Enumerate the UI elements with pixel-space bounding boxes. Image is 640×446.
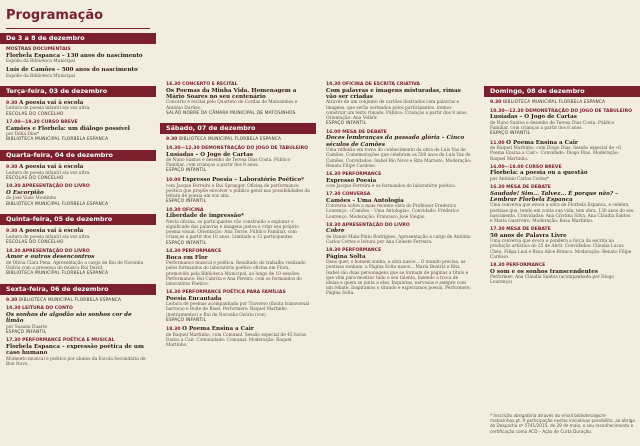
event-kind: PERFORMANCE bbox=[342, 172, 382, 178]
event-time: 16.30 bbox=[326, 172, 343, 178]
event bbox=[0, 249, 156, 280]
event-details: por António Carlos Cortez* bbox=[490, 176, 550, 182]
event-time: 9.30 bbox=[6, 297, 19, 303]
event bbox=[0, 228, 156, 248]
event-time: 10.30 bbox=[6, 184, 23, 190]
event bbox=[160, 208, 316, 249]
event-kind: APRESENTAÇÃO DO LIVRO bbox=[22, 248, 90, 254]
day-header: Domingo, 08 de dezembro bbox=[484, 86, 640, 97]
day-header: Quarta-feira, 04 de dezembro bbox=[0, 150, 156, 161]
event-kind: MESA DE DEBATE bbox=[506, 185, 551, 190]
event-title: Doces lembranças da passada glória – Cinco séculos de Camões bbox=[326, 135, 465, 148]
event-place: ESPAÇO INFANTIL bbox=[490, 131, 531, 136]
event-title: Expresso Poesia – Laboratório Poético* bbox=[182, 177, 305, 183]
event-place: ESPAÇO INFANTIL bbox=[166, 240, 207, 246]
event-title: A poesia vai à escola bbox=[18, 228, 84, 235]
event-details: Leitura de poesia infantil e/a vez ultra. bbox=[6, 170, 91, 176]
event-time: 16.30 bbox=[166, 290, 183, 296]
event-details: de Nuno Santos e desenho de Teresa Dias Costa. Público Familiar, com crianças a partir dos 8 anos. bbox=[490, 120, 615, 131]
event-details: Espólio da Biblioteca Municipal bbox=[6, 59, 76, 64]
event-title: O Poema Ensina a Cair bbox=[182, 326, 254, 333]
day-header: Quinta-feira, 05 de dezembro bbox=[0, 214, 156, 225]
event-place: SALÃO NOBRE DA CÂMARA MUNICIPAL DE MATOSINHOS bbox=[166, 110, 296, 116]
event-place: ESPAÇO INFANTIL bbox=[166, 168, 207, 174]
event-place: BIBLIOTECA MUNICIPAL FLORBELA ESPANCA bbox=[6, 137, 109, 143]
event-place: ESPAÇO INFANTIL bbox=[326, 121, 367, 127]
event-details: de Raquel Martinho, com Diogo Dias. Sessão especial de «O Poema Ensina a Cair». Convidado: Diogo Dias. Moderação: Raquel Martinho. bbox=[490, 146, 622, 162]
event-title: Liberdade de impressão* bbox=[166, 213, 244, 220]
event-time: 17.00—19.30 bbox=[6, 120, 42, 126]
event-details: Performer: Ana Cláudia Santos (acompanhada por Diogo Lourenço) bbox=[490, 275, 614, 286]
event-title: O Poema Ensina a Cair bbox=[506, 139, 578, 146]
day-header: Terça-feira, 03 de dezembro bbox=[0, 86, 156, 97]
event-kind: PERFORMANCE POÉTICA E MUSICAL bbox=[22, 338, 115, 344]
event-details: de Nuno Santos e desenho de Teresa Dias Costa. Público Familiar, com crianças a partir dos 8 anos. bbox=[166, 158, 291, 169]
event-details: de Olívia Clara Pena. Apresentação a cargo de Rui de Noronha Ozório com a presença do músico Rui David. bbox=[6, 260, 144, 271]
event-time: 17.30 bbox=[6, 338, 23, 344]
event-title: Amor e outros desencontros bbox=[6, 254, 95, 261]
event-details: por Susana Duarte bbox=[6, 324, 48, 330]
event bbox=[0, 184, 156, 210]
event bbox=[484, 165, 640, 185]
event bbox=[320, 82, 478, 130]
day-header: De 3 a 8 de dezembro bbox=[0, 33, 156, 44]
event-kind: MESA DE DEBATE bbox=[342, 129, 387, 135]
event-title: Saudade! Sim... Talvez... É porque não? – Lembrar Florbela Espanca bbox=[490, 190, 618, 203]
event bbox=[0, 298, 156, 307]
event-place: BIBLIOTECA MUNICIPAL FLORBELA ESPANCA bbox=[6, 201, 109, 207]
event-time: 10.30—12.30 bbox=[166, 146, 202, 151]
event-title: Lusíadas – O Jogo de Cartas bbox=[490, 114, 577, 121]
event-kind: LEITURA DO CONTO bbox=[22, 306, 73, 312]
event-title: Florbela: a poesia ou a questão bbox=[490, 170, 588, 177]
event-place: BIBLIOTECA MUNICIPAL FLORBELA ESPANCA bbox=[18, 297, 122, 303]
event-place: BIBLIOTECA MUNICIPAL FLORBELA ESPANCA bbox=[6, 270, 109, 276]
event bbox=[160, 249, 316, 290]
event bbox=[320, 192, 478, 223]
event bbox=[160, 82, 316, 119]
event-title: Luís de Camões – 500 anos do nascimento bbox=[6, 67, 138, 74]
event-details: Uma reflexão em torno do conhecimento da obra de Luís Vaz de Camões. Comemorações que celebram os 500 anos de Luís Vaz de Camões. Convidados: Isabel Rio Novo e Rita Marnoto. Moderação: Renato Filipe Cardoso. bbox=[326, 148, 472, 169]
event bbox=[484, 227, 640, 263]
event bbox=[320, 172, 478, 192]
event bbox=[160, 290, 316, 326]
event-kind: MOSTRAS DOCUMENTAIS bbox=[6, 47, 71, 52]
event-title: 50 anos de Palavra Livre bbox=[490, 232, 567, 239]
event-time: 16.00 bbox=[326, 129, 343, 135]
event-title: O som e os sonhos transcendentes bbox=[490, 268, 598, 275]
event-details: Momento musical e poético por alunos da Escola Secundária de Bon Novo. bbox=[6, 356, 146, 367]
event-title: Camões – Uma Antologia bbox=[326, 197, 404, 204]
event bbox=[0, 67, 156, 82]
event-title: Lusíadas – O Jogo de Cartas bbox=[166, 151, 253, 158]
event-details: Uma conversa que evoca e pondera a força da escrita na produção artística do 25 de Abril. Convidadas: Cláudia Lucas Chéu, Filipa Leal e Rosa Alice Branco. Moderação: Renato Filipe Cardoso. bbox=[490, 239, 632, 260]
event-time: 17.30 bbox=[326, 192, 343, 198]
event-details: de Daniel Maia-Pinto Rodrigues. Apresentação a cargo de António Carlos Cortez e leitura por Ana Celeste Ferreira. bbox=[326, 234, 471, 246]
event-title: Florbela Espanca – 130 anos do nascimento bbox=[6, 52, 143, 59]
event-title: Florbela Espanca – expressão poética de um caso humano bbox=[6, 343, 144, 357]
event-time: 9.30 bbox=[6, 100, 19, 106]
event-time: 18.30 bbox=[326, 222, 343, 228]
event-kind: CONVERSA bbox=[342, 192, 371, 198]
event-details: Leitura de poesia infantil e/a vez ultra. bbox=[6, 234, 91, 240]
event-place: ESPAÇO INFANTIL bbox=[166, 317, 207, 323]
event-time: 9.30 bbox=[490, 100, 503, 105]
event-kind: CONCERTO E RECITAL bbox=[182, 82, 238, 87]
event-place: BIBLIOTECA MUNICIPAL FLORBELA ESPANCA bbox=[502, 100, 606, 105]
event bbox=[0, 306, 156, 338]
event-time: 9.30 bbox=[6, 165, 19, 170]
event bbox=[0, 100, 156, 120]
event-time: 18.30 bbox=[6, 248, 23, 254]
event-kind: OFICINA DE ESCRITA CRIATIVA bbox=[342, 82, 420, 87]
event-details: Conversa sobre a mais recente obra do Professor Frederico Lourenço, «Camões – Uma Antologia». Convidado: Frederico Lourenço. Moderação: Francisco José Viegas. bbox=[326, 204, 460, 220]
event-details: Deus quer, o homem sonha, a obra nasce... O mundo precisa, as poetisas sonham, a Página Solta nasce... Maria Beatriz e Rita Isabel são duas personagens que se formam de páginas a título e que vêm para mostrar tudo o seu talento, fazendo a troca de ideias e quem se junta a elas. Inquietas, nervosas e sempre com um rebate. Inspiramos o tirando e exploramos poesia. Performers: Página Solta. bbox=[326, 260, 471, 297]
event-place: ESPAÇO INFANTIL bbox=[166, 199, 207, 205]
event-time: 17.30 bbox=[490, 227, 507, 233]
event-time: 10.30—12.30 bbox=[490, 108, 526, 114]
event bbox=[160, 146, 316, 177]
event-details: de Raquel Martinho, com Comunal. Sessão especial de 45 horas Dados a Cair. Comunidade: Comunal. Moderação: Raquel Martinho. bbox=[166, 333, 307, 349]
day-header: Sexta-feira, 06 de dezembro bbox=[0, 284, 156, 295]
event-time: 10.30 bbox=[326, 82, 343, 87]
event-time: 10.00 bbox=[166, 178, 183, 183]
event-details: Concerto e recital pelo Quarteto de Cordas de Matosinhos e António Durães. bbox=[166, 100, 298, 111]
event-details: com Jacque Ferreira e os formandos do laboratório poético. bbox=[326, 184, 457, 190]
event bbox=[0, 120, 156, 146]
title-rule bbox=[6, 28, 150, 29]
event-place: ESCOLAS DO CONCELHO bbox=[6, 175, 64, 181]
column-1 bbox=[0, 0, 156, 446]
event-kind: APRESENTAÇÃO DO LIVRO bbox=[342, 222, 410, 228]
event bbox=[320, 130, 478, 172]
event-kind: PERFORMANCE bbox=[506, 263, 546, 269]
event-time: 16.00—18.00 bbox=[490, 164, 526, 170]
event-kind: CURSO BREVE bbox=[41, 120, 78, 126]
event-details: Leitura de poesia infantil e/a vez ultra. bbox=[6, 106, 91, 112]
event bbox=[0, 164, 156, 184]
event-title: Cobre bbox=[326, 228, 345, 235]
event-details: com Jacque Ferreira e Rui Spranger. Oficina de performance poética que propõe envolver o público geral nas possibilidades da leitura de poesia em voz alta. bbox=[166, 183, 310, 199]
event-kind: APRESENTAÇÃO DO LIVRO bbox=[22, 184, 90, 190]
event-time: 11.00 bbox=[490, 140, 507, 146]
event-kind: PERFORMANCE bbox=[182, 249, 222, 255]
event-place: ESCOLAS DO CONCELHO bbox=[6, 111, 64, 117]
event bbox=[160, 326, 316, 351]
event-title: Com palavras e imagens misturadas, rimas vão ser criadas bbox=[326, 87, 461, 100]
event-time: 9.30 bbox=[166, 137, 179, 143]
column-2 bbox=[160, 0, 316, 446]
column-3 bbox=[320, 0, 478, 446]
event-title: Boca em Flor bbox=[166, 254, 208, 261]
event-title: A poesia vai à escola bbox=[18, 164, 84, 170]
event-kind: OFICINA bbox=[182, 207, 204, 213]
event-details: Espólio da Biblioteca Municipal bbox=[6, 73, 76, 79]
event-details: Leitura de poemas acompanhada por Traverso (flauta transversal barroca) e Boite de Bisel. Performers: Raquel Martinho (instrumentos) e Rui de Noronha Ozório (voz). bbox=[166, 302, 310, 318]
event-title: A poesia vai à escola bbox=[18, 99, 84, 106]
event bbox=[484, 109, 640, 140]
event-time: 18.30 bbox=[326, 248, 343, 254]
event-kind: DEMONSTRAÇÃO DO JOGO DE TABULEIRO bbox=[201, 146, 309, 151]
event bbox=[160, 137, 316, 146]
event bbox=[484, 140, 640, 165]
event-time: 16.30 bbox=[490, 185, 507, 190]
column-4 bbox=[484, 0, 640, 446]
event-time: 16.30 bbox=[166, 82, 183, 87]
event-title: Os Poemas da Minha Vida. Homenagem a Mário Soares no seu centenário bbox=[166, 87, 297, 100]
event bbox=[0, 338, 156, 370]
event-details: de José Viale Moutinho bbox=[6, 196, 57, 202]
event-kind: PERFORMANCE bbox=[342, 248, 382, 254]
event-title: Página Solta bbox=[326, 253, 366, 260]
event-time: 18.30 bbox=[490, 263, 507, 269]
event-place: ESCOLAS DO CONCELHO bbox=[6, 239, 64, 245]
event-title: Camões e Florbela: um diálogo possível bbox=[6, 125, 130, 132]
event-time: 10.30 bbox=[166, 207, 183, 213]
event bbox=[320, 248, 478, 299]
event-title: Os sonhos de algodão são sonhos cor de limão bbox=[6, 311, 132, 325]
event-kind: CURSO BREVE bbox=[525, 164, 562, 170]
event-time: 14.30 bbox=[166, 249, 183, 255]
event-details: por Délia Dias* bbox=[6, 132, 40, 138]
event bbox=[0, 47, 156, 67]
event bbox=[320, 223, 478, 248]
event-place: BIBLIOTECA MUNICIPAL FLORBELA ESPANCA bbox=[178, 137, 282, 143]
event-details: Uma conversa que evoca a obra de Florbela Espanca, e celebra poetisas que, tendo em conta sua vida, tem obra, 130 anos do seu nascimento. Convidadas: Ana Cristina Silva, Ana Cláudia Santos e Maria Guerreiro. Moderação: Rosa Martinho. bbox=[490, 203, 634, 225]
event bbox=[484, 185, 640, 227]
day-header: Sábado, 07 de dezembro bbox=[160, 123, 316, 134]
event-title: Poesia Encantada bbox=[166, 295, 222, 302]
event-place: ESPAÇO INFANTIL bbox=[6, 329, 47, 335]
event-time: 18.30 bbox=[166, 327, 183, 333]
event bbox=[160, 177, 316, 208]
page-title: Programação bbox=[6, 8, 104, 23]
event-time: 10.30 bbox=[6, 306, 23, 312]
event bbox=[484, 263, 640, 288]
event-details: Performance musical e poética. Resultado do trabalho realizado pelos formandos do laboratório poético oficina em Flora, promovido pela Biblioteca Municipal, ao longo de 10 sessões. Performance: Rui Cabrita e Ana Pereira, com os formandos do laboratório Poético. bbox=[166, 261, 306, 288]
event-details: Através de um conjunto de cartões ilustrados com palavras e imagens, que serão sorteados pelos participantes, iremos construir um texto rimado. Público: Crianças a partir dos 8 anos. Orientação: Ana Velhôr. bbox=[326, 100, 468, 122]
event-title: O Escorpião bbox=[6, 189, 44, 196]
event-time: 9.30 bbox=[6, 229, 19, 235]
event-title: Expresso Poesia bbox=[326, 177, 377, 184]
event-kind: PERFORMANCE POÉTICA PARA FAMÍLIAS bbox=[182, 290, 286, 296]
event-kind: MESA DE DEBATE bbox=[506, 227, 551, 233]
footnote: * Inscrição obrigatória através do email biblioteca@cm-matosinhos.pt. A participação nestas iniciativas possibilita, ao abrigo do Despacho nº 5741/2015, de 29 de maio, o seu reconhecimento e certificação como ACD – Ação de Curta Duração. bbox=[490, 413, 635, 434]
event-kind: DEMONSTRAÇÃO DO JOGO DE TABULEIRO bbox=[525, 108, 633, 114]
event bbox=[484, 100, 640, 109]
event-details: Nesta oficina, os participantes vão construído a explorar o significado das palavras e imagens juntos e criar seu próprio poema visual. Orientação: Ana Torrie. Público Familiar, com crianças a partir dos 10 anos. Limitado a 12 participantes. bbox=[166, 219, 299, 241]
